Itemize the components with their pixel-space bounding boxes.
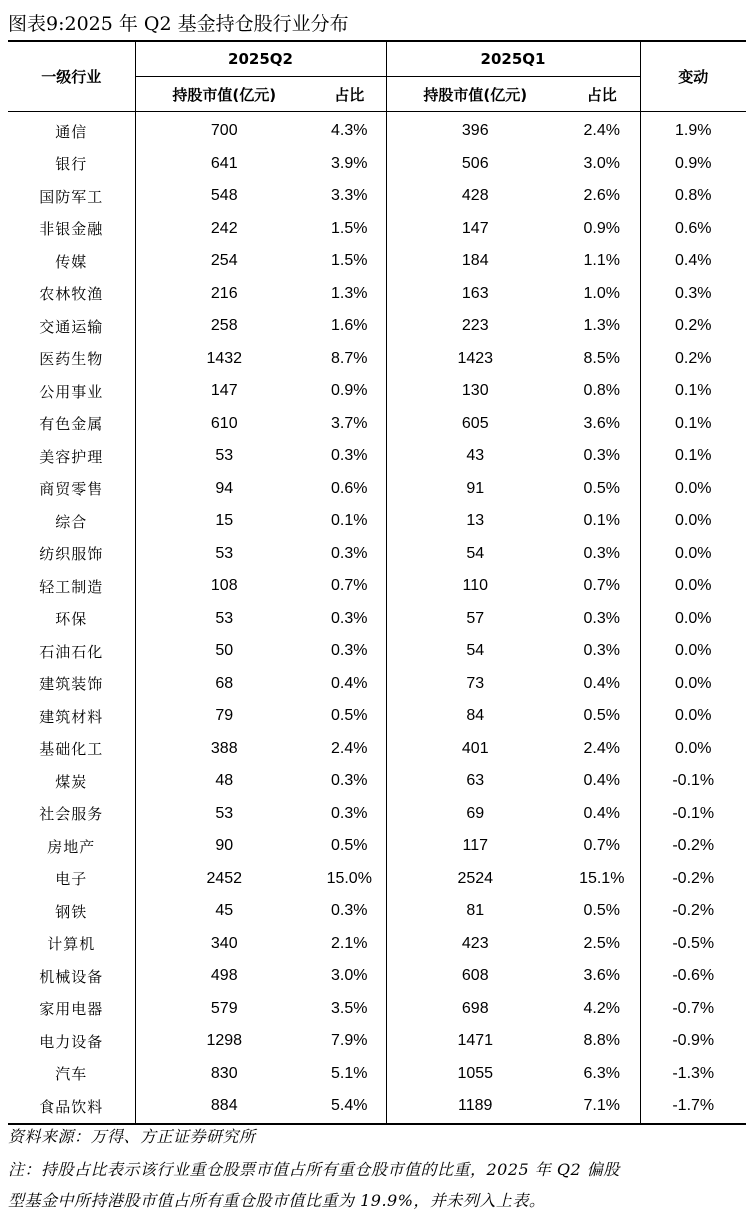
cell-industry: 电力设备 bbox=[39, 1032, 104, 1051]
cell-q1-share: 3.6% bbox=[583, 414, 620, 432]
cell-change: 0.2% bbox=[640, 343, 746, 376]
cell-q1-share: 0.4% bbox=[583, 804, 620, 822]
cell-industry: 环保 bbox=[55, 610, 88, 629]
cell-q2-market-value: 884 bbox=[135, 1090, 313, 1124]
table-row bbox=[8, 1090, 746, 1124]
cell-q1-market-value: 698 bbox=[386, 993, 564, 1026]
table-row bbox=[8, 1058, 746, 1091]
cell-q1-market-value: 608 bbox=[386, 960, 564, 993]
header-industry: 一级行业 bbox=[8, 41, 135, 112]
cell-q2-market-value: 1298 bbox=[135, 1025, 313, 1058]
cell-q2-market-value: 53 bbox=[135, 538, 313, 571]
cell-q1-market-value: 184 bbox=[386, 245, 564, 278]
cell-q2-share: 0.3% bbox=[331, 447, 368, 465]
cell-industry: 建筑装饰 bbox=[39, 675, 104, 694]
cell-q2-share: 3.0% bbox=[331, 967, 368, 985]
table-row bbox=[8, 343, 746, 376]
cell-q1-share: 2.6% bbox=[583, 187, 620, 205]
cell-q1-market-value: 81 bbox=[386, 895, 564, 928]
cell-q2-market-value: 2452 bbox=[135, 863, 313, 896]
source-note: 资料来源：万得、方正证券研究所 bbox=[8, 1127, 256, 1146]
cell-q1-market-value: 1471 bbox=[386, 1025, 564, 1058]
cell-change: 0.0% bbox=[640, 733, 746, 766]
cell-q2-share: 0.4% bbox=[331, 674, 368, 692]
cell-q2-share: 1.6% bbox=[331, 317, 368, 335]
table-row bbox=[8, 928, 746, 961]
cell-q2-market-value: 830 bbox=[135, 1058, 313, 1091]
table-row bbox=[8, 765, 746, 798]
cell-industry: 纺织服饰 bbox=[39, 545, 104, 564]
cell-q1-share: 0.8% bbox=[583, 382, 620, 400]
cell-q2-share: 3.3% bbox=[331, 187, 368, 205]
cell-q2-market-value: 498 bbox=[135, 960, 313, 993]
cell-industry: 综合 bbox=[55, 512, 88, 531]
cell-change: -0.7% bbox=[640, 993, 746, 1026]
header-q2: 2025Q2 bbox=[135, 41, 386, 77]
table-row bbox=[8, 213, 746, 246]
table-row bbox=[8, 440, 746, 473]
cell-q1-market-value: 2524 bbox=[386, 863, 564, 896]
cell-q2-market-value: 579 bbox=[135, 993, 313, 1026]
cell-q1-market-value: 605 bbox=[386, 408, 564, 441]
cell-change: 0.1% bbox=[640, 375, 746, 408]
cell-q2-market-value: 700 bbox=[135, 112, 313, 148]
header-q2-share: 占比 bbox=[313, 77, 386, 112]
cell-q2-market-value: 641 bbox=[135, 148, 313, 181]
cell-industry: 煤炭 bbox=[55, 772, 88, 791]
cell-industry: 钢铁 bbox=[55, 902, 88, 921]
table-row bbox=[8, 375, 746, 408]
header-q1-market-value: 持股市值(亿元) bbox=[386, 77, 564, 112]
cell-q1-market-value: 117 bbox=[386, 830, 564, 863]
cell-q2-market-value: 340 bbox=[135, 928, 313, 961]
cell-q1-share: 1.3% bbox=[583, 317, 620, 335]
cell-q1-market-value: 506 bbox=[386, 148, 564, 181]
cell-change: 0.0% bbox=[640, 668, 746, 701]
cell-change: 0.1% bbox=[640, 440, 746, 473]
cell-change: 0.0% bbox=[640, 505, 746, 538]
cell-industry: 交通运输 bbox=[39, 317, 104, 336]
header-q1-share: 占比 bbox=[564, 77, 640, 112]
cell-q2-share: 0.9% bbox=[331, 382, 368, 400]
cell-q2-market-value: 90 bbox=[135, 830, 313, 863]
table-row bbox=[8, 570, 746, 603]
cell-q1-market-value: 1423 bbox=[386, 343, 564, 376]
cell-q2-market-value: 147 bbox=[135, 375, 313, 408]
table-row bbox=[8, 180, 746, 213]
cell-q2-market-value: 216 bbox=[135, 278, 313, 311]
cell-q1-market-value: 428 bbox=[386, 180, 564, 213]
table-row bbox=[8, 733, 746, 766]
cell-q1-market-value: 84 bbox=[386, 700, 564, 733]
table-row bbox=[8, 635, 746, 668]
cell-change: 0.2% bbox=[640, 310, 746, 343]
cell-q2-market-value: 68 bbox=[135, 668, 313, 701]
cell-q2-share: 0.3% bbox=[331, 544, 368, 562]
cell-change: -1.7% bbox=[640, 1090, 746, 1124]
header-change: 变动 bbox=[640, 41, 746, 112]
cell-q2-share: 2.1% bbox=[331, 934, 368, 952]
cell-q1-share: 6.3% bbox=[583, 1064, 620, 1082]
cell-industry: 传媒 bbox=[55, 252, 88, 271]
cell-q1-market-value: 57 bbox=[386, 603, 564, 636]
cell-q2-market-value: 48 bbox=[135, 765, 313, 798]
cell-industry: 汽车 bbox=[55, 1065, 88, 1084]
table-row bbox=[8, 538, 746, 571]
cell-q2-share: 3.5% bbox=[331, 999, 368, 1017]
cell-q1-market-value: 396 bbox=[386, 112, 564, 148]
cell-change: 0.0% bbox=[640, 538, 746, 571]
cell-q1-market-value: 223 bbox=[386, 310, 564, 343]
cell-q2-share: 4.3% bbox=[331, 122, 368, 140]
cell-change: 1.9% bbox=[640, 112, 746, 148]
table-body bbox=[8, 112, 746, 1124]
cell-q1-share: 0.5% bbox=[583, 707, 620, 725]
cell-q2-market-value: 258 bbox=[135, 310, 313, 343]
cell-q2-market-value: 79 bbox=[135, 700, 313, 733]
table-row bbox=[8, 830, 746, 863]
footnote-line-2: 型基金中所持港股市值占所有重仓股市值比重为 19.9%，并未列入上表。 bbox=[8, 1191, 546, 1210]
cell-q2-share: 0.3% bbox=[331, 609, 368, 627]
table-row bbox=[8, 112, 746, 148]
cell-q1-market-value: 1055 bbox=[386, 1058, 564, 1091]
cell-q1-share: 8.8% bbox=[583, 1032, 620, 1050]
cell-industry: 家用电器 bbox=[39, 1000, 104, 1019]
cell-q2-share: 1.5% bbox=[331, 219, 368, 237]
cell-q1-market-value: 54 bbox=[386, 635, 564, 668]
cell-change: 0.0% bbox=[640, 603, 746, 636]
cell-change: 0.3% bbox=[640, 278, 746, 311]
table-row bbox=[8, 148, 746, 181]
cell-q2-market-value: 45 bbox=[135, 895, 313, 928]
cell-q1-share: 3.6% bbox=[583, 967, 620, 985]
cell-q2-market-value: 50 bbox=[135, 635, 313, 668]
cell-change: -1.3% bbox=[640, 1058, 746, 1091]
cell-q1-share: 0.5% bbox=[583, 479, 620, 497]
cell-industry: 社会服务 bbox=[39, 805, 104, 824]
cell-q1-market-value: 423 bbox=[386, 928, 564, 961]
cell-q1-share: 0.4% bbox=[583, 772, 620, 790]
cell-q2-share: 0.7% bbox=[331, 577, 368, 595]
cell-q2-market-value: 108 bbox=[135, 570, 313, 603]
cell-q1-share: 0.3% bbox=[583, 609, 620, 627]
table-row bbox=[8, 505, 746, 538]
cell-q2-share: 8.7% bbox=[331, 349, 368, 367]
cell-industry: 房地产 bbox=[47, 837, 96, 856]
cell-q1-share: 0.9% bbox=[583, 219, 620, 237]
cell-q1-share: 2.5% bbox=[583, 934, 620, 952]
table-row bbox=[8, 408, 746, 441]
cell-q2-market-value: 242 bbox=[135, 213, 313, 246]
figure-title: 图表9:2025 年 Q2 基金持仓股行业分布 bbox=[8, 13, 349, 35]
cell-change: 0.0% bbox=[640, 473, 746, 506]
cell-q1-market-value: 110 bbox=[386, 570, 564, 603]
cell-q2-market-value: 53 bbox=[135, 603, 313, 636]
cell-q1-market-value: 147 bbox=[386, 213, 564, 246]
table-row bbox=[8, 863, 746, 896]
cell-q2-share: 5.4% bbox=[313, 1090, 386, 1124]
cell-q1-market-value: 1189 bbox=[386, 1090, 564, 1124]
cell-q1-market-value: 401 bbox=[386, 733, 564, 766]
cell-q2-market-value: 15 bbox=[135, 505, 313, 538]
header-q1: 2025Q1 bbox=[386, 41, 640, 77]
cell-industry: 美容护理 bbox=[39, 447, 104, 466]
cell-change: -0.1% bbox=[640, 798, 746, 831]
cell-q1-share: 3.0% bbox=[583, 154, 620, 172]
footnote-line-1: 注：持股占比表示该行业重仓股票市值占所有重仓股市值的比重，2025 年 Q2 偏股 bbox=[8, 1160, 620, 1179]
cell-change: 0.1% bbox=[640, 408, 746, 441]
table-row bbox=[8, 245, 746, 278]
cell-q2-market-value: 53 bbox=[135, 440, 313, 473]
cell-industry: 机械设备 bbox=[39, 967, 104, 986]
cell-q2-share: 0.6% bbox=[331, 479, 368, 497]
cell-change: 0.8% bbox=[640, 180, 746, 213]
cell-q2-share: 15.0% bbox=[326, 869, 372, 887]
cell-q2-market-value: 94 bbox=[135, 473, 313, 506]
cell-q2-share: 7.9% bbox=[331, 1032, 368, 1050]
cell-q2-share: 0.3% bbox=[331, 642, 368, 660]
cell-q1-share: 0.1% bbox=[583, 512, 620, 530]
cell-q2-share: 0.3% bbox=[331, 772, 368, 790]
cell-q1-market-value: 43 bbox=[386, 440, 564, 473]
cell-q1-share: 0.7% bbox=[583, 837, 620, 855]
cell-industry: 医药生物 bbox=[39, 350, 104, 369]
cell-q2-share: 3.7% bbox=[331, 414, 368, 432]
cell-q1-market-value: 73 bbox=[386, 668, 564, 701]
cell-q1-market-value: 91 bbox=[386, 473, 564, 506]
table-row bbox=[8, 700, 746, 733]
cell-q1-share: 1.0% bbox=[583, 284, 620, 302]
cell-q2-market-value: 548 bbox=[135, 180, 313, 213]
cell-industry: 轻工制造 bbox=[39, 577, 104, 596]
cell-change: -0.2% bbox=[640, 830, 746, 863]
header-q2-market-value: 持股市值(亿元) bbox=[135, 77, 313, 112]
cell-change: -0.6% bbox=[640, 960, 746, 993]
cell-change: -0.9% bbox=[640, 1025, 746, 1058]
cell-industry: 石油石化 bbox=[39, 642, 104, 661]
cell-change: 0.6% bbox=[640, 213, 746, 246]
cell-q2-market-value: 388 bbox=[135, 733, 313, 766]
table-row bbox=[8, 960, 746, 993]
table-row bbox=[8, 473, 746, 506]
cell-industry: 农林牧渔 bbox=[39, 285, 104, 304]
cell-change: -0.2% bbox=[640, 895, 746, 928]
cell-q1-share: 0.7% bbox=[583, 577, 620, 595]
cell-q1-market-value: 54 bbox=[386, 538, 564, 571]
table-row bbox=[8, 798, 746, 831]
industry-holdings-table bbox=[8, 40, 746, 1125]
cell-industry: 通信 bbox=[55, 122, 88, 141]
cell-q1-market-value: 69 bbox=[386, 798, 564, 831]
table-row bbox=[8, 993, 746, 1026]
cell-industry: 商贸零售 bbox=[39, 480, 104, 499]
cell-q1-market-value: 13 bbox=[386, 505, 564, 538]
cell-change: 0.0% bbox=[640, 635, 746, 668]
cell-industry: 非银金融 bbox=[39, 220, 104, 239]
cell-industry: 电子 bbox=[55, 870, 88, 889]
cell-q1-market-value: 63 bbox=[386, 765, 564, 798]
cell-industry: 国防军工 bbox=[39, 187, 104, 206]
cell-q1-share: 1.1% bbox=[583, 252, 620, 270]
cell-q2-market-value: 610 bbox=[135, 408, 313, 441]
cell-change: -0.1% bbox=[640, 765, 746, 798]
cell-q2-share: 5.1% bbox=[331, 1064, 368, 1082]
cell-change: 0.4% bbox=[640, 245, 746, 278]
cell-change: 0.0% bbox=[640, 700, 746, 733]
cell-q2-share: 3.9% bbox=[331, 154, 368, 172]
cell-industry: 建筑材料 bbox=[39, 707, 104, 726]
table-row bbox=[8, 310, 746, 343]
cell-change: -0.2% bbox=[640, 863, 746, 896]
table-row bbox=[8, 1025, 746, 1058]
cell-q1-share: 0.4% bbox=[583, 674, 620, 692]
cell-q2-market-value: 53 bbox=[135, 798, 313, 831]
cell-industry: 食品饮料 bbox=[8, 1090, 135, 1124]
cell-q2-share: 0.5% bbox=[331, 837, 368, 855]
cell-q1-market-value: 130 bbox=[386, 375, 564, 408]
cell-q2-share: 0.5% bbox=[331, 707, 368, 725]
table-row bbox=[8, 668, 746, 701]
cell-q1-share: 0.5% bbox=[583, 902, 620, 920]
table-row bbox=[8, 603, 746, 636]
cell-q1-share: 4.2% bbox=[583, 999, 620, 1017]
cell-industry: 计算机 bbox=[47, 935, 96, 954]
cell-q2-market-value: 1432 bbox=[135, 343, 313, 376]
cell-industry: 基础化工 bbox=[39, 740, 104, 759]
cell-q1-share: 2.4% bbox=[583, 739, 620, 757]
cell-industry: 有色金属 bbox=[39, 415, 104, 434]
cell-q1-share: 15.1% bbox=[579, 869, 625, 887]
cell-industry: 银行 bbox=[55, 155, 88, 174]
cell-q2-market-value: 254 bbox=[135, 245, 313, 278]
cell-q1-share: 7.1% bbox=[564, 1090, 640, 1124]
cell-q2-share: 0.3% bbox=[331, 902, 368, 920]
cell-q2-share: 1.5% bbox=[331, 252, 368, 270]
cell-q2-share: 2.4% bbox=[331, 739, 368, 757]
cell-change: 0.9% bbox=[640, 148, 746, 181]
cell-q1-market-value: 163 bbox=[386, 278, 564, 311]
cell-q1-share: 8.5% bbox=[583, 349, 620, 367]
cell-change: -0.5% bbox=[640, 928, 746, 961]
cell-q1-share: 0.3% bbox=[583, 447, 620, 465]
cell-industry: 公用事业 bbox=[39, 382, 104, 401]
table-row bbox=[8, 278, 746, 311]
table-row bbox=[8, 895, 746, 928]
cell-q1-share: 2.4% bbox=[583, 122, 620, 140]
cell-change: 0.0% bbox=[640, 570, 746, 603]
cell-q1-share: 0.3% bbox=[583, 642, 620, 660]
cell-q2-share: 0.1% bbox=[331, 512, 368, 530]
cell-q1-share: 0.3% bbox=[583, 544, 620, 562]
cell-q2-share: 1.3% bbox=[331, 284, 368, 302]
cell-q2-share: 0.3% bbox=[331, 804, 368, 822]
